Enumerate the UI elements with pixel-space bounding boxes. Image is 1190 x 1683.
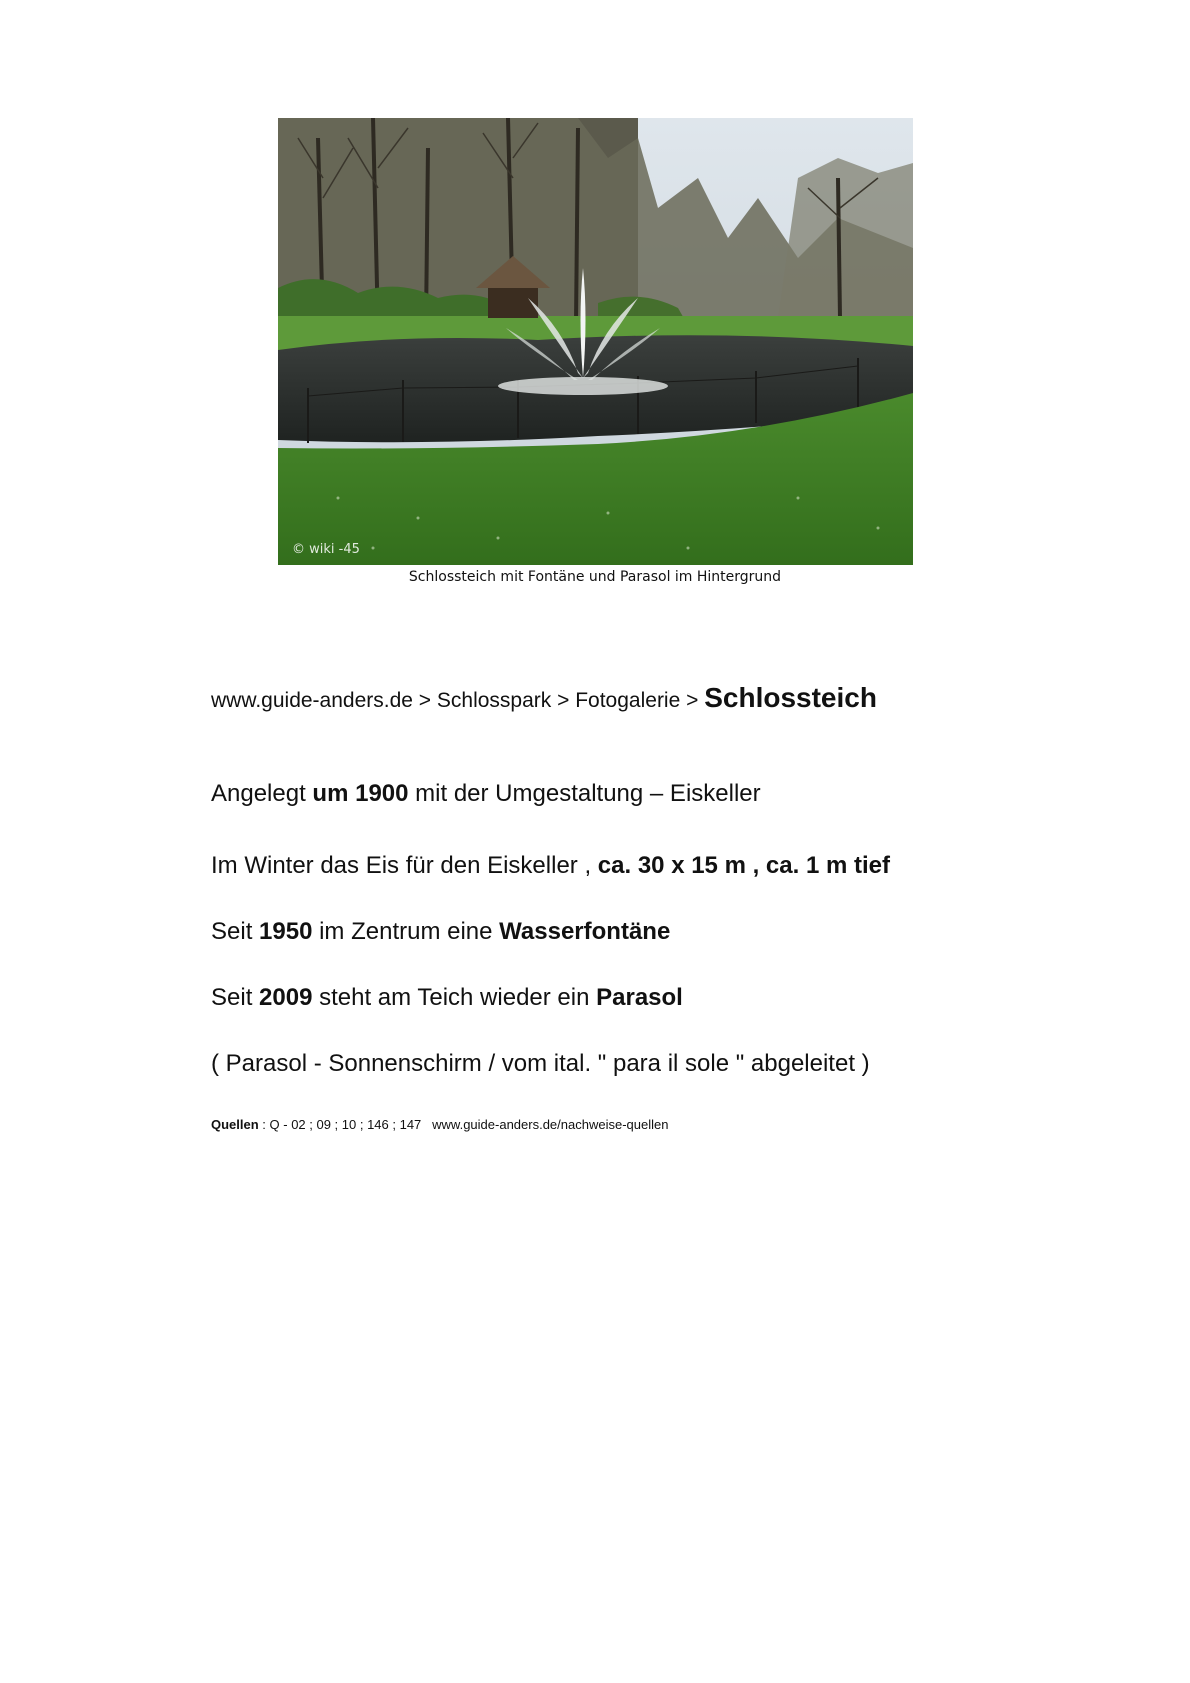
breadcrumb-separator: > (412, 689, 437, 712)
fact-line-parasol (211, 984, 683, 1012)
fact-text: steht am Teich wieder ein (312, 984, 597, 1011)
breadcrumb (211, 682, 877, 714)
breadcrumb-site[interactable]: www.guide-anders.de (211, 689, 413, 712)
pond-fountain-illustration (278, 118, 913, 565)
fact-parasol: Parasol (596, 984, 683, 1011)
fact-text: mit der Umgestaltung – Eiskeller (408, 780, 761, 807)
fact-line-fountain (211, 918, 670, 946)
fact-text: im Zentrum eine (312, 918, 500, 945)
fact-text: Seit (211, 984, 260, 1011)
photo-watermark: © wiki -45 (292, 542, 360, 557)
breadcrumb-park[interactable]: Schlosspark (436, 689, 552, 712)
photo-caption: Schlossteich mit Fontäne und Parasol im Hintergrund (408, 569, 782, 585)
fact-line-ice (211, 852, 890, 880)
sources-link[interactable]: www.guide-anders.de/nachweise-quellen (432, 1117, 669, 1132)
fact-fountain: Wasserfontäne (499, 918, 671, 945)
fact-line-etymology (211, 1050, 870, 1078)
sources-line (211, 1117, 668, 1132)
fact-year: 2009 (259, 984, 313, 1011)
breadcrumb-separator: > (680, 689, 705, 712)
fact-text: Angelegt (211, 780, 313, 807)
fact-line-founded (211, 780, 761, 808)
fact-text: Seit (211, 918, 260, 945)
sources-label: Quellen (211, 1117, 259, 1132)
fact-text: ( Parasol - Sonnenschirm / vom ital. " para il sole " abgeleitet ) (211, 1050, 870, 1077)
fact-year: 1950 (259, 918, 313, 945)
fact-text: Im Winter das Eis für den Eiskeller , (211, 852, 598, 879)
fact-dimensions: ca. 30 x 15 m , ca. 1 m tief (597, 852, 890, 879)
pond-photo (278, 118, 913, 565)
fact-year: um 1900 (312, 780, 409, 807)
breadcrumb-separator: > (551, 689, 576, 712)
breadcrumb-gallery[interactable]: Fotogalerie (575, 689, 681, 712)
page-title: Schlossteich (704, 682, 877, 713)
sources-refs: : Q - 02 ; 09 ; 10 ; 146 ; 147 (258, 1117, 422, 1132)
